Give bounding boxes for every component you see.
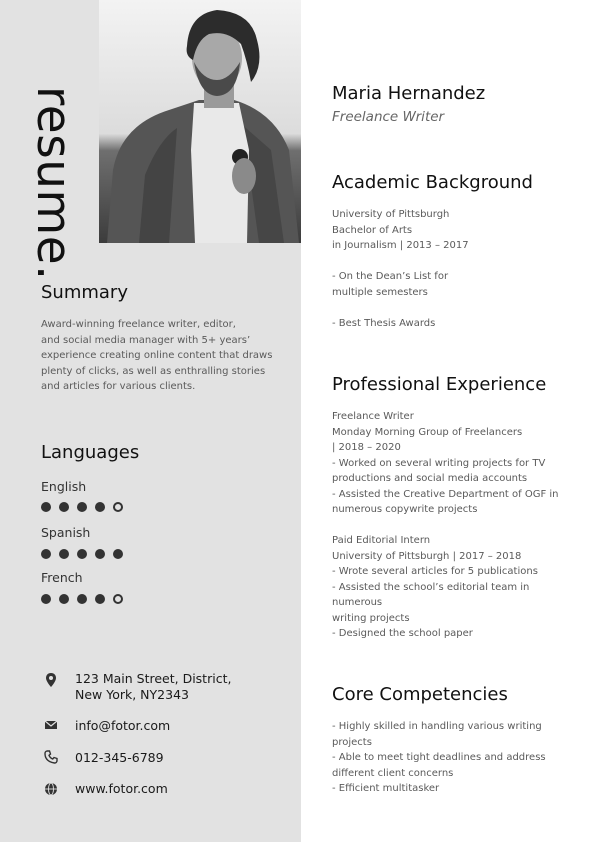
summary-line: plenty of clicks, as well as enthralling stories	[41, 365, 266, 377]
experience-line: | 2018 – 2020	[332, 442, 401, 453]
address-line-1: 123 Main Street, District,	[75, 671, 232, 686]
experience-line: numerous copywrite projects	[332, 504, 478, 515]
spacer	[332, 518, 559, 534]
academic-line: multiple semesters	[332, 286, 428, 298]
phone-icon	[43, 749, 59, 765]
academic-line: - On the Dean’s List for	[332, 271, 449, 282]
rating-dot-filled	[77, 502, 87, 512]
experience-line: productions and social media accounts	[332, 473, 528, 484]
summary-line: and articles for various clients.	[41, 381, 196, 392]
language-name-spanish: Spanish	[41, 525, 91, 540]
contact-website[interactable]: www.fotor.com	[75, 781, 168, 796]
competency-line: - Efficient multitasker	[332, 783, 440, 794]
rating-dot-filled	[59, 502, 69, 512]
experience-line: - Worked on several writing projects for TV	[332, 457, 546, 469]
experience-line: Freelance Writer	[332, 411, 414, 422]
academic-line: Bachelor of Arts	[332, 224, 413, 236]
experience-line: Monday Morning Group of Freelancers	[332, 426, 523, 438]
rating-dot-empty	[113, 502, 123, 512]
language-name-english: English	[41, 479, 87, 494]
rating-dot-filled	[41, 502, 51, 512]
contact-phone: 012-345-6789	[75, 750, 164, 765]
envelope-icon	[43, 717, 59, 733]
rating-dot-filled	[95, 502, 105, 512]
experience-line: - Assisted the Creative Department of OGF in	[332, 488, 559, 500]
experience-line: University of Pittsburgh | 2017 – 2018	[332, 550, 522, 562]
experience-line: Paid Editorial Intern	[332, 535, 431, 546]
language-rating-english	[41, 502, 123, 514]
contact-address	[75, 671, 231, 703]
academic-line: - Best Thesis Awards	[332, 317, 436, 329]
contact-email[interactable]: info@fotor.com	[75, 718, 171, 733]
summary-heading: Summary	[41, 282, 128, 303]
competencies-text	[332, 719, 546, 797]
spacer	[332, 254, 469, 270]
rating-dot-filled	[59, 594, 69, 604]
rating-dot-filled	[77, 594, 87, 604]
globe-icon	[43, 781, 59, 797]
academic-line: in Journalism | 2013 – 2017	[332, 240, 469, 251]
experience-line: writing projects	[332, 612, 410, 624]
competency-line: different client concerns	[332, 767, 454, 779]
competency-line: projects	[332, 736, 372, 748]
summary-line: and social media manager with 5+ years’	[41, 334, 251, 346]
experience-heading: Professional Experience	[332, 374, 547, 395]
experience-line: - Assisted the school’s editorial team in	[332, 581, 530, 593]
summary-text	[41, 317, 272, 395]
candidate-name: Maria Hernandez	[332, 83, 486, 104]
experience-line: - Designed the school paper	[332, 628, 473, 639]
rating-dot-filled	[41, 549, 51, 559]
experience-text	[332, 409, 559, 642]
competency-line: - Highly skilled in handling various writing	[332, 721, 542, 732]
language-rating-french	[41, 594, 123, 606]
rating-dot-filled	[113, 549, 123, 559]
address-line-2: New York, NY2343	[75, 687, 189, 702]
academic-heading: Academic Background	[332, 172, 533, 193]
experience-line: - Wrote several articles for 5 publications	[332, 566, 538, 577]
candidate-role: Freelance Writer	[332, 109, 445, 125]
summary-line: Award-winning freelance writer, editor,	[41, 319, 236, 330]
rating-dot-filled	[95, 594, 105, 604]
rating-dot-empty	[113, 594, 123, 604]
language-rating-spanish	[41, 549, 123, 561]
academic-line: University of Pittsburgh	[332, 209, 450, 220]
competency-line: - Able to meet tight deadlines and address	[332, 752, 546, 763]
competencies-heading: Core Competencies	[332, 684, 508, 705]
resume-vertical-title	[22, 86, 84, 281]
profile-photo	[99, 0, 301, 243]
rating-dot-filled	[41, 594, 51, 604]
resume-vertical-title-text: resume.	[26, 86, 81, 281]
location-pin-icon	[43, 672, 59, 688]
portrait-image	[99, 0, 301, 243]
languages-heading: Languages	[41, 442, 140, 463]
language-name-french: French	[41, 570, 83, 585]
academic-text	[332, 207, 469, 331]
spacer	[332, 300, 469, 316]
rating-dot-filled	[95, 549, 105, 559]
rating-dot-filled	[77, 549, 87, 559]
experience-line: numerous	[332, 597, 383, 608]
rating-dot-filled	[59, 549, 69, 559]
summary-line: experience creating online content that draws	[41, 350, 273, 361]
